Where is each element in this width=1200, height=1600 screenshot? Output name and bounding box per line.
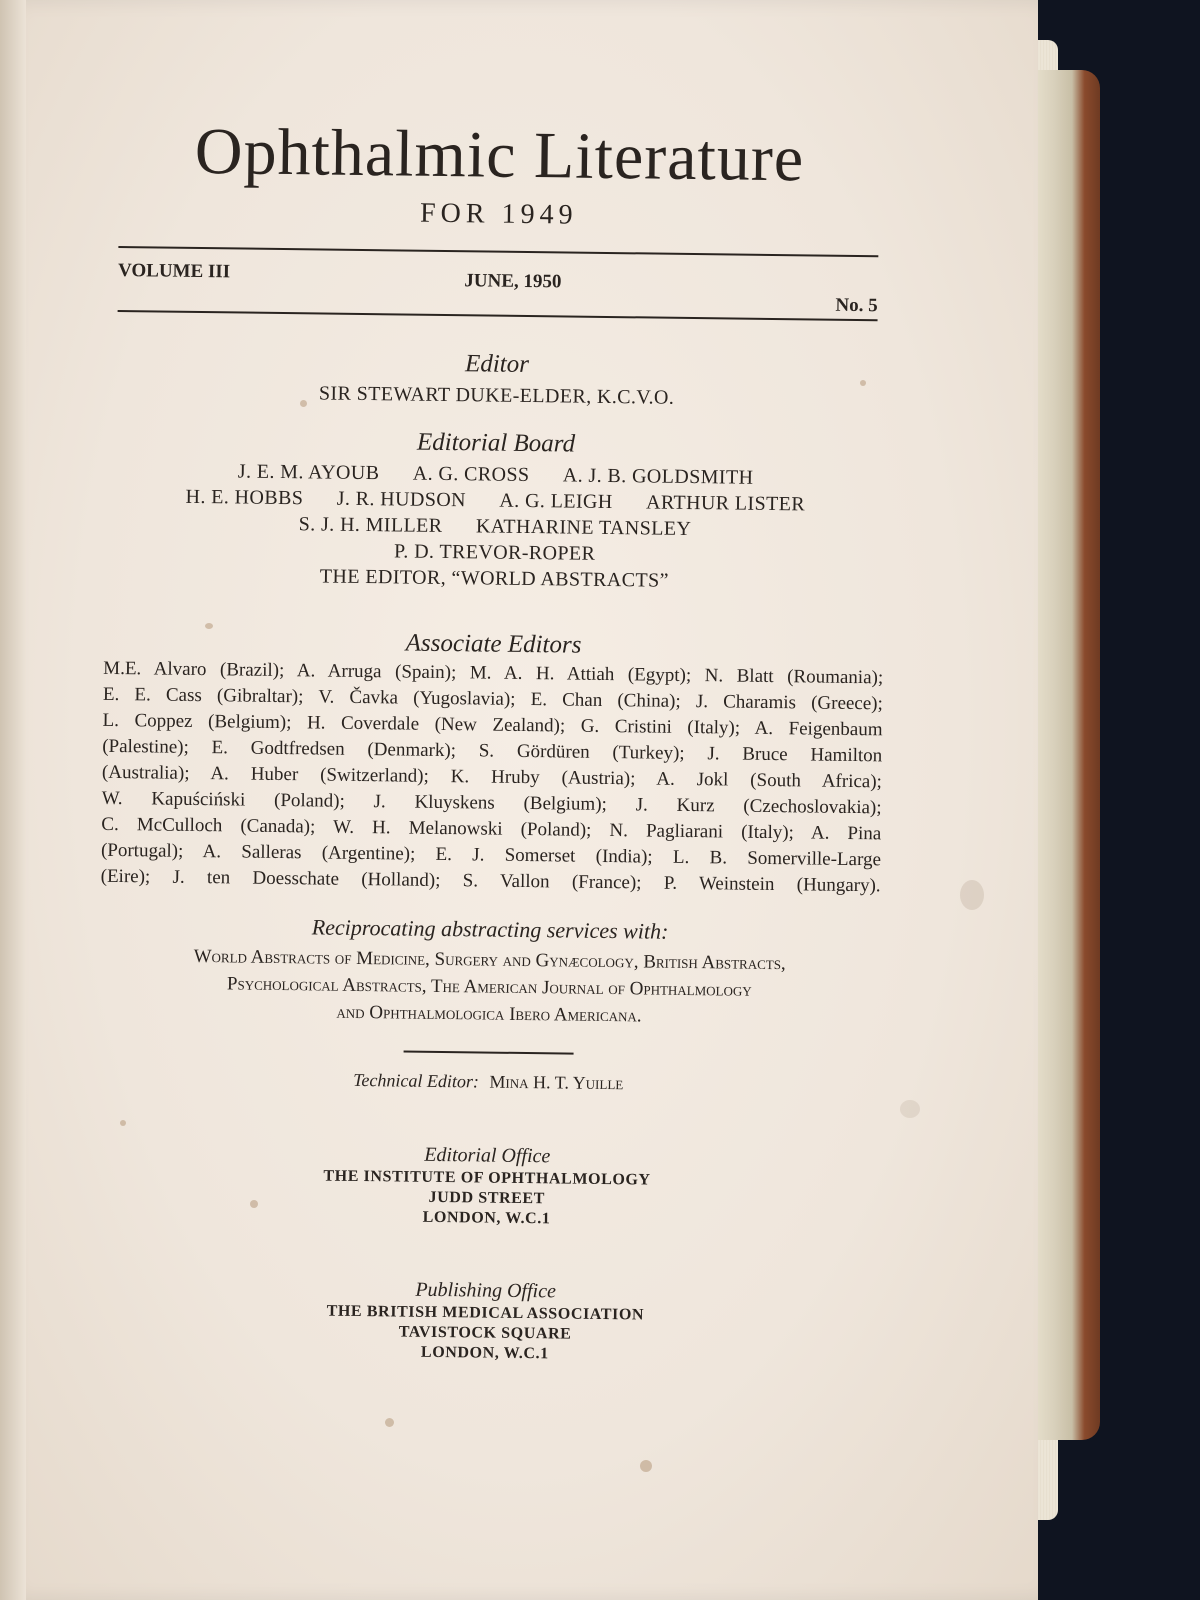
editorial-office-line: LONDON, W.C.1 xyxy=(422,1208,551,1227)
associate-line: W. Kapuściński (Poland); J. Kluyskens (Belgium); J. Kurz (Czechoslovakia); xyxy=(101,787,882,818)
reciprocating-line: Psychological Abstracts, The American Journal of Ophthalmology xyxy=(226,972,752,1001)
publishing-office-line: LONDON, W.C.1 xyxy=(420,1343,549,1362)
associate-line: L. Coppez (Belgium); H. Coverdale (New Zealand); G. Cristini (Italy); A. Feigenbaum xyxy=(102,709,883,740)
board-member: J. E. M. AYOUB xyxy=(237,460,380,484)
publishing-office-line: TAVISTOCK SQUARE xyxy=(398,1323,572,1343)
board-member: H. E. HOBBS xyxy=(185,485,304,509)
publishing-office-line: THE BRITISH MEDICAL ASSOCIATION xyxy=(326,1302,645,1324)
masthead xyxy=(118,246,879,321)
board-member: J. R. HUDSON xyxy=(336,487,467,511)
associate-line: (Portugal); A. Salleras (Argentine); E. J. Somerset (India); L. B. Somerville-Large xyxy=(100,839,882,870)
editor-heading: Editor xyxy=(464,349,530,378)
associate-line: M.E. Alvaro (Brazil); A. Arruga (Spain); M. A. H. Attiah (Egypt); N. Blatt (Roumania); xyxy=(103,657,884,688)
board-member: P. D. TREVOR-ROPER xyxy=(393,539,596,565)
associate-line: (Palestine); E. Godtfredsen (Denmark); S. Gördüren (Turkey); J. Bruce Hamilton xyxy=(102,735,883,766)
board-member: ARTHUR LISTER xyxy=(645,491,806,515)
reciprocating-services xyxy=(99,941,880,1032)
associates-heading: Associate Editors xyxy=(405,629,582,659)
volume-label: VOLUME III xyxy=(117,259,231,282)
publishing-office-heading: Publishing Office xyxy=(415,1278,557,1303)
technical-editor xyxy=(108,1067,868,1097)
technical-editor-name: Mina H. T. Yuille xyxy=(489,1071,624,1093)
issue-number: No. 5 xyxy=(835,294,878,316)
board-member: A. G. LEIGH xyxy=(499,489,613,513)
associate-line: C. McCulloch (Canada); W. H. Melanowski (Poland); N. Pagliarani (Italy); A. Pina xyxy=(101,813,882,844)
board-member: KATHARINE TANSLEY xyxy=(475,514,692,540)
reciprocating-heading: Reciprocating abstracting services with: xyxy=(311,913,669,944)
editorial-board xyxy=(114,459,875,595)
board-member: THE EDITOR, “WORLD ABSTRACTS” xyxy=(319,565,669,592)
editorial-office-line: THE INSTITUTE OF OPHTHALMOLOGY xyxy=(323,1167,651,1189)
associate-line: E. E. Cass (Gibraltar); V. Čavka (Yugoslavia); E. Chan (China); J. Charamis (Greece); xyxy=(102,683,883,714)
editorial-office-line: JUDD STREET xyxy=(428,1188,546,1207)
associate-line: (Eire); J. ten Doesschate (Holland); S. Vallon (France); P. Weinstein (Hungary). xyxy=(100,865,881,896)
associate-editors xyxy=(101,655,884,899)
editorial-office-heading: Editorial Office xyxy=(424,1143,551,1167)
associate-line: (Australia); A. Huber (Switzerland); K. Hruby (Austria); A. Jokl (South Africa); xyxy=(101,761,883,792)
divider-rule xyxy=(404,1050,574,1054)
journal-subtitle: FOR 1949 xyxy=(419,197,578,231)
journal-title: Ophthalmic Literature xyxy=(194,114,805,196)
board-heading: Editorial Board xyxy=(416,428,576,458)
issue-date: JUNE, 1950 xyxy=(464,269,562,292)
technical-editor-label: Technical Editor: xyxy=(353,1069,480,1092)
masthead-rule-bottom xyxy=(118,310,878,321)
book-spine-edge xyxy=(1030,70,1100,1440)
board-member: A. G. CROSS xyxy=(412,462,530,486)
board-member: A. J. B. GOLDSMITH xyxy=(562,464,754,489)
reciprocating-line: World Abstracts of Medicine, Surgery and Gynæcology, British Abstracts, xyxy=(193,945,786,974)
reciprocating-line: and Ophthalmologica Ibero Americana. xyxy=(336,1001,642,1027)
editor-name: SIR STEWART DUKE-ELDER, K.C.V.O. xyxy=(318,382,675,409)
page-content xyxy=(100,114,884,1369)
board-member: S. J. H. MILLER xyxy=(298,512,443,537)
